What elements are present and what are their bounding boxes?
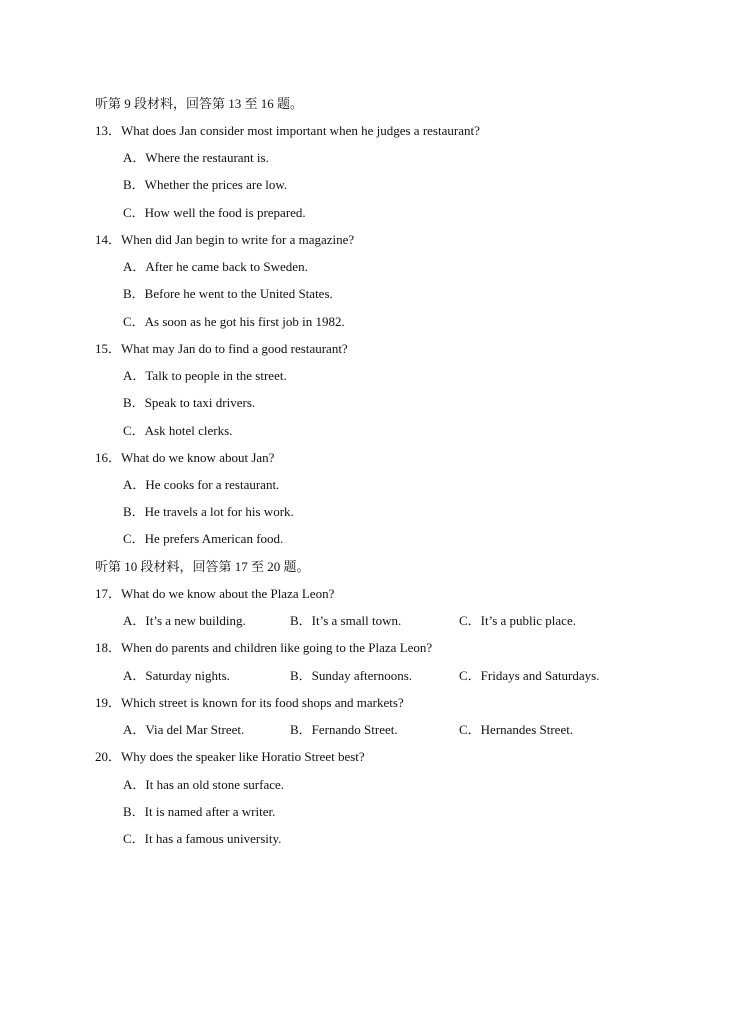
option-16-b: B．He travels a lot for his work.: [123, 504, 294, 519]
option-17-a: A．It’s a new building.: [123, 613, 246, 628]
option-16-a: A．He cooks for a restaurant.: [123, 477, 280, 492]
option-18-c: C．Fridays and Saturdays.: [459, 668, 600, 683]
option-17-b: B．It’s a small town.: [290, 613, 402, 628]
option-15-c: C．Ask hotel clerks.: [123, 423, 233, 438]
option-13-a: A．Where the restaurant is.: [123, 150, 269, 165]
option-14-b: B．Before he went to the United States.: [123, 286, 333, 301]
option-17-c: C．It’s a public place.: [459, 613, 576, 628]
option-19-c: C．Hernandes Street.: [459, 722, 574, 737]
question-20: 20．Why does the speaker like Horatio Street best?: [95, 749, 365, 764]
question-15: 15．What may Jan do to find a good restaurant?: [95, 341, 348, 356]
option-19-a: A．Via del Mar Street.: [123, 722, 245, 737]
option-14-a: A．After he came back to Sweden.: [123, 259, 308, 274]
option-19-b: B．Fernando Street.: [290, 722, 398, 737]
question-14: 14．When did Jan begin to write for a magazine?: [95, 232, 355, 247]
option-13-b: B．Whether the prices are low.: [123, 177, 288, 192]
question-19: 19．Which street is known for its food shops and markets?: [95, 695, 404, 710]
option-15-a: A．Talk to people in the street.: [123, 368, 287, 383]
option-16-c: C．He prefers American food.: [123, 531, 284, 546]
section-heading: 听第 10 段材料，回答第 17 至 20 题。: [95, 559, 310, 574]
question-16: 16．What do we know about Jan?: [95, 450, 275, 465]
option-18-b: B．Sunday afternoons.: [290, 668, 413, 683]
option-13-c: C．How well the food is prepared.: [123, 205, 306, 220]
option-20-b: B．It is named after a writer.: [123, 804, 276, 819]
question-13: 13．What does Jan consider most important when he judges a restaurant?: [95, 123, 480, 138]
option-20-a: A．It has an old stone surface.: [123, 777, 285, 792]
option-14-c: C．As soon as he got his first job in 1982.: [123, 314, 345, 329]
option-20-c: C．It has a famous university.: [123, 831, 282, 846]
option-18-a: A．Saturday nights.: [123, 668, 230, 683]
option-15-b: B．Speak to taxi drivers.: [123, 395, 256, 410]
section-heading: 听第 9 段材料，回答第 13 至 16 题。: [95, 96, 304, 111]
question-17: 17．What do we know about the Plaza Leon?: [95, 586, 335, 601]
question-18: 18．When do parents and children like going to the Plaza Leon?: [95, 640, 433, 655]
